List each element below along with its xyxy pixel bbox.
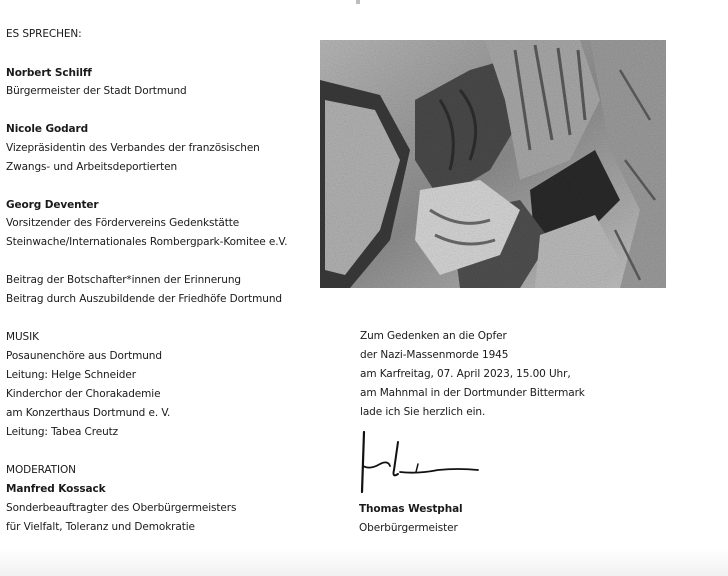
speaker-2-role-line-1: Vizepräsidentin des Verbandes der französischen: [6, 142, 260, 154]
moderator-role-line-1: Sonderbeauftragter des Oberbürgermeisters: [6, 502, 237, 514]
music-line-5: Leitung: Tabea Creutz: [6, 426, 119, 438]
signer-title: Oberbürgermeister: [359, 522, 458, 534]
music-line-4: am Konzerthaus Dortmund e. V.: [6, 407, 171, 419]
memorial-sculpture-photo: [320, 40, 666, 288]
music-heading: MUSIK: [6, 331, 39, 343]
fold-mark: [356, 0, 360, 4]
moderator-name: Manfred Kossack: [6, 483, 106, 495]
invitation-line-4: am Mahnmal in der Dortmunder Bittermark: [360, 387, 585, 399]
music-line-3: Kinderchor der Chorakademie: [6, 388, 161, 400]
contribution-1: Beitrag der Botschafter*innen der Erinnerung: [6, 274, 241, 286]
invitation-line-2: der Nazi-Massenmorde 1945: [360, 349, 509, 361]
speaker-2-role-line-2: Zwangs- und Arbeitsdeportierten: [6, 161, 178, 173]
speaker-3-role-line-2: Steinwache/Internationales Rombergpark-Komitee e.V.: [6, 236, 288, 248]
moderator-role-line-2: für Vielfalt, Toleranz und Demokratie: [6, 521, 195, 533]
music-line-1: Posaunenchöre aus Dortmund: [6, 350, 162, 362]
speaker-1-role: Bürgermeister der Stadt Dortmund: [6, 85, 187, 97]
handwritten-signature: [358, 430, 483, 500]
music-line-2: Leitung: Helge Schneider: [6, 369, 136, 381]
invitation-line-3: am Karfreitag, 07. April 2023, 15.00 Uhr,: [360, 368, 571, 380]
speakers-heading: ES SPRECHEN:: [6, 28, 82, 40]
contribution-2: Beitrag durch Auszubildende der Friedhöfe Dortmund: [6, 293, 282, 305]
invitation-line-1: Zum Gedenken an die Opfer: [360, 330, 507, 342]
moderation-heading: MODERATION: [6, 464, 76, 476]
speaker-3-name: Georg Deventer: [6, 199, 99, 211]
speaker-2-name: Nicole Godard: [6, 123, 89, 135]
bottom-shadow: [0, 548, 728, 576]
invitation-line-5: lade ich Sie herzlich ein.: [360, 406, 486, 418]
sculpture-illustration: [320, 40, 666, 288]
speaker-1-name: Norbert Schilff: [6, 67, 92, 79]
speaker-3-role-line-1: Vorsitzender des Fördervereins Gedenkstätte: [6, 217, 240, 229]
signer-name: Thomas Westphal: [359, 503, 463, 515]
